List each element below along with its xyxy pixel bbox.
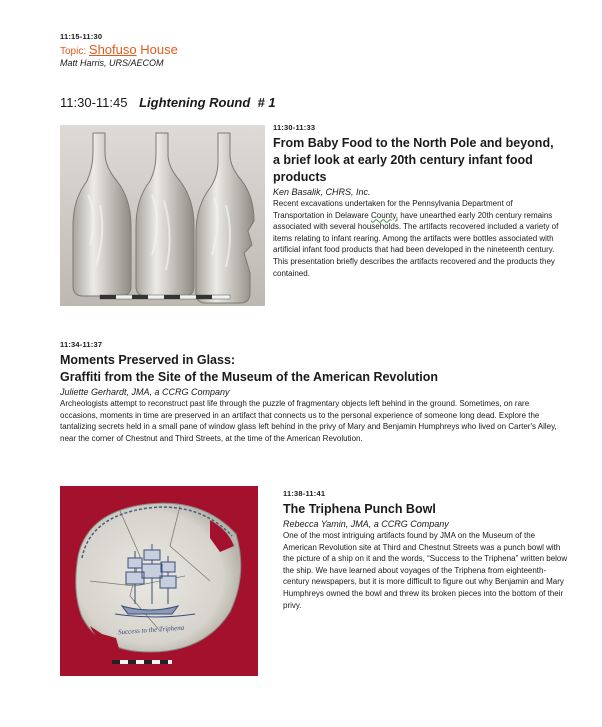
lightning-round-time: 11:30-11:45 xyxy=(60,95,128,110)
talk-abstract xyxy=(273,198,563,279)
topic-name xyxy=(89,42,178,57)
punch-bowl-photo xyxy=(60,486,258,676)
talk-author: Juliette Gerhardt, JMA, a CCRG Company xyxy=(60,387,230,397)
talk-author: Ken Basalik, CHRS, Inc. xyxy=(273,187,371,197)
spellcheck-flagged-word: County, xyxy=(370,210,398,220)
session-time: 11:15-11:30 xyxy=(60,32,103,41)
abstract-part-1: Recent excavations undertaken for the Pennsylvania Department of Transportation in Delaware xyxy=(273,199,513,220)
topic-name-underlined: Shofuso xyxy=(88,42,137,57)
talk-title: From Baby Food to the North Pole and beyond, a brief look at early 20th century infant food products xyxy=(273,136,554,184)
topic-name-rest: House xyxy=(136,42,178,57)
lightning-round-title: Lightening Round # 1 xyxy=(139,95,276,110)
talk-author: Rebecca Yamin, JMA, a CCRG Company xyxy=(283,519,449,529)
talk-moments-in-glass xyxy=(60,340,565,444)
talk-title-line1: Moments Preserved in Glass: xyxy=(60,353,236,367)
lightning-round-heading xyxy=(60,95,276,110)
session-author: Matt Harris, URS/AECOM xyxy=(60,58,164,68)
talk-time: 11:30-11:33 xyxy=(273,123,316,132)
bowl-inscription: Success to the Triphena xyxy=(117,623,185,637)
talk-triphena-punch-bowl xyxy=(283,489,568,611)
talk-abstract: One of the most intriguing artifacts found by JMA on the Museum of the American Revolution site at Third and Chestnut Streets was a punch bowl with the picture of a ship on it and the words, “Success to the Triphena” written below the ship. We have learned about voyages of the Triphena from eighteenth-century newspapers, but it is more difficult to figure out why Benjamin and Mary Humphreys owned the bowl and threw its broken pieces into the bottom of their privy. xyxy=(283,531,568,610)
session-topic xyxy=(60,42,360,57)
talk-time: 11:34-11:37 xyxy=(60,340,103,349)
abstract-part-2: have unearthed early 20th century remains associated with several households. The artifacts recovered included a variety of items relating to infant rearing. Among the artifacts were bottles associated with artificial infant food products that had been developed in the nineteenth century. This presentation briefly describes the artifacts recovered and the products they contained. xyxy=(273,210,559,278)
talk-abstract: Archeologists attempt to reconstruct past life through the puzzle of fragmentary objects left behind in the ground. Sometimes, on rare occasions, moments in time are preserved in an artifact that connects us to the personal experience of someone long dead. Explore the tantalizing secrets held in a small pane of window glass left behind in the privy of Mary and Benjamin Humphreys who lived on Carter's Alley, near the corner of Chestnut and Third Streets, at the time of the American Revolution. xyxy=(60,399,557,443)
session-shofuso xyxy=(60,32,360,69)
talk-baby-food xyxy=(273,123,563,279)
glass-bottles-photo xyxy=(60,125,265,306)
talk-title: The Triphena Punch Bowl xyxy=(283,502,436,516)
scale-bar xyxy=(60,486,258,676)
talk-title-line2: Graffiti from the Site of the Museum of the American Revolution xyxy=(60,370,439,384)
bottles-illustration xyxy=(60,125,265,306)
talk-time: 11:38-11:41 xyxy=(283,489,326,498)
topic-prefix: Topic: xyxy=(60,46,87,57)
